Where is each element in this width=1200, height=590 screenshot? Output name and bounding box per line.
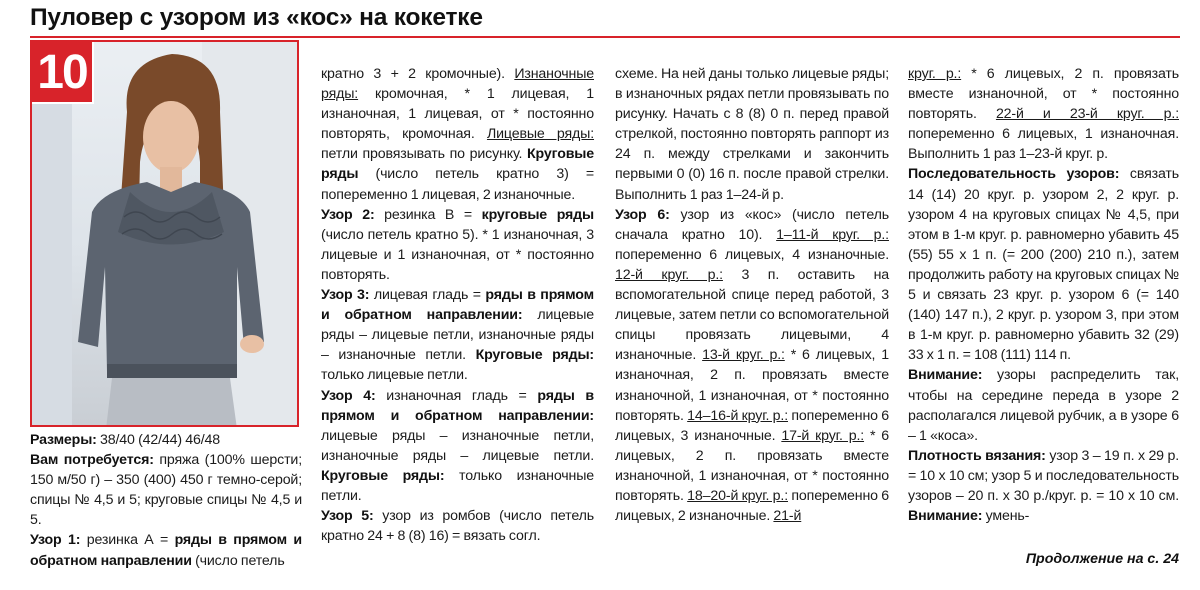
attention-label: Внимание:	[908, 508, 983, 525]
text: узоры распределить так, чтобы на середине переда в узоре 2 располагался лицевой рубчик, а в узоре 6 – 1 «коса».	[908, 367, 1179, 444]
pattern-6-label: Узор 6:	[615, 206, 670, 223]
title-divider	[30, 36, 1180, 38]
sizes-text: 38/40 (42/44) 46/48	[96, 432, 221, 448]
pattern-2-paragraph	[321, 205, 594, 285]
row-range: 14–16-й круг. р.:	[687, 407, 788, 424]
row-range: 12-й круг. р.:	[615, 266, 723, 283]
bold-heading: ряды в прямом и обратном направлении:	[321, 287, 594, 324]
pattern-6-paragraph	[615, 205, 889, 527]
text: узор из «кос» (число петель сначала кратно 10).	[615, 206, 889, 243]
materials-text: пряжа (100% шерсти; 150 м/50 г) – 350 (400) 450 г темно-серой; спицы № 4,5 и 5; круговые спицы № 4,5 и 5.	[30, 452, 303, 529]
sizes-paragraph	[30, 430, 302, 450]
continued-on-page: Продолжение на с. 24	[1025, 551, 1179, 567]
row-range: 22-й и 23-й круг. р.:	[995, 106, 1179, 123]
materials-label: Вам потребуется:	[30, 452, 154, 469]
pattern-5-continued: схеме. На ней даны только лицевые ряды; в изнаночных рядах петли провязывать по рисунку. Начать с 8 (8) 0 п. перед правой стрелкой, постоянно повторять раппорт из 24 п. между стрелками и закончить первыми 0 (0) 16 п. после правой стрелки. Выполнить 1 раз 1–24-й р.	[615, 66, 889, 203]
text: 3 п. оставить на вспомогательной спице перед работой, 3 лицевые, затем петли со вспомогательной спицы провязать лицевыми, 4 изнаночные.	[615, 266, 890, 364]
text: (число петель кратно 3) = попеременно 1 лицевая, 2 изнаночные.	[321, 166, 594, 203]
text: попеременно 6 лицевых, 4 изнаночные.	[615, 246, 889, 263]
sequence-paragraph	[908, 164, 1179, 365]
text: попеременно 6 лицевых, 3 изнаночные.	[615, 407, 889, 444]
pattern-4-paragraph	[321, 386, 594, 507]
attention-paragraph	[908, 365, 1179, 445]
pattern-1-bold: ряды в прямом и обратном направлении	[30, 532, 302, 569]
text: умень-	[982, 508, 1030, 525]
text: узор 3 – 19 п. х 29 р. = 10 х 10 см; узор 5 и последовательность узоров – 20 п. х 30 р./круг. р. = 10 х 10 см.	[908, 447, 1180, 504]
text: (число петель кратно 5). * 1 изнаночная, 3 лицевые и 1 изнаночная, от * постоянно повторять.	[321, 226, 594, 283]
column-4	[908, 64, 1179, 526]
pattern-2-label: Узор 2:	[321, 206, 375, 223]
sizes-label: Размеры:	[30, 432, 97, 448]
sequence-label: Последовательность узоров:	[908, 166, 1120, 183]
model-photo	[30, 40, 299, 427]
bold-heading: Круговые ряды	[321, 146, 594, 183]
pattern-1-text-b: (число петель	[191, 552, 285, 569]
pattern-5-label: Узор 5:	[321, 508, 374, 525]
bold-heading: ряды в прямом и обратном направлении:	[321, 387, 594, 424]
column-1	[30, 430, 302, 571]
density-paragraph	[908, 446, 1179, 526]
pattern-4-label: Узор 4:	[321, 387, 376, 404]
bold-heading: Круговые ряды:	[475, 347, 594, 364]
text: * 6 лицевых, 2 п. провязать вместе изнаночной, 1 изнаночная, от * постоянно повторять.	[615, 427, 890, 504]
pattern-3-label: Узор 3:	[321, 287, 370, 304]
text: петли провязывать по рисунку.	[321, 146, 528, 163]
text: кромочная, * 1 лицевая, 1 изнаночная, 1 лицевая, от * постоянно повторять, кромочная.	[321, 86, 594, 143]
pattern-1-label: Узор 1:	[30, 532, 81, 549]
text: * 6 лицевых, 2 п. провязать вместе изнаночной, от * постоянно повторять.	[908, 66, 1179, 123]
attention-label: Внимание:	[908, 367, 983, 384]
column-3	[615, 64, 889, 526]
text: попеременно 6 лицевых, 2 изнаночные.	[615, 487, 889, 525]
model-number-badge: 10	[32, 42, 94, 104]
row-range: круг. р.:	[908, 66, 962, 82]
text: * 6 лицевых, 1 изнаночная, 2 п. провязать вместе изнаночной, 1 изнаночная, от * постоянно повторять.	[615, 347, 889, 424]
text: связать 14 (14) 20 круг. р. узором 2, 2 круг. р. узором 4 на круговых спицах № 4,5, при этом в 1-м круг. р. равномерно убавить 45 (55) 55 х 1 п. (= 200 (200) 210 п.), затем продолжить работу на круговых спицах № 5 и связать 23 круг. р. узором 6 (= 140 (140) 147 п.), 2 круг. р. узором 3, при этом в 1-м круг. р. равномерно убавить 32 (29) 33 х 1 п. = 108 (111) 114 п.	[908, 166, 1180, 364]
text: только лицевые петли.	[321, 367, 468, 384]
text: попеременно 6 лицевых, 1 изнаночная. Выполнить 1 раз 1–23-й круг. р.	[908, 126, 1179, 163]
row-range: 13-й круг. р.:	[702, 347, 785, 364]
row-range: 21-й	[773, 508, 802, 525]
column-2	[321, 64, 594, 546]
text: лицевые ряды – изнаночные петли, изнаночные ряды – лицевые петли.	[321, 427, 594, 464]
text: изнаночная гладь =	[375, 387, 538, 404]
pattern-5-paragraph	[321, 506, 594, 546]
row-range: 17-й круг. р.:	[781, 427, 865, 444]
materials-paragraph	[30, 450, 302, 530]
text: резинка В =	[374, 206, 482, 223]
text: только изнаночные петли.	[321, 467, 594, 504]
text: лицевые ряды – лицевые петли, изнаночные ряды – изнаночные петли.	[321, 307, 594, 364]
pattern-6-continued	[908, 64, 1179, 164]
text: узор из ромбов (число петель кратно 24 + 8 (8) 16) = вязать согл.	[321, 508, 594, 545]
pattern-1-continued	[321, 64, 594, 205]
density-label: Плотность вязания:	[908, 447, 1046, 464]
pattern-1-paragraph	[30, 530, 302, 570]
text: кратно 3 + 2 кромочные).	[321, 66, 515, 82]
row-range: 18–20-й круг. р.:	[687, 487, 788, 504]
pattern-3-paragraph	[321, 285, 594, 385]
pattern-1-text-a: резинка А =	[80, 532, 175, 549]
underlined-heading: Лицевые ряды:	[486, 126, 595, 143]
page-title: Пуловер с узором из «кос» на кокетке	[30, 4, 483, 31]
row-range: 1–11-й круг. р.:	[776, 226, 889, 243]
text: лицевая гладь =	[369, 287, 486, 304]
bold-heading: круговые ряды	[481, 206, 594, 223]
bold-heading: Круговые ряды:	[321, 467, 445, 484]
underlined-heading: Изнаночные ряды:	[321, 66, 594, 103]
